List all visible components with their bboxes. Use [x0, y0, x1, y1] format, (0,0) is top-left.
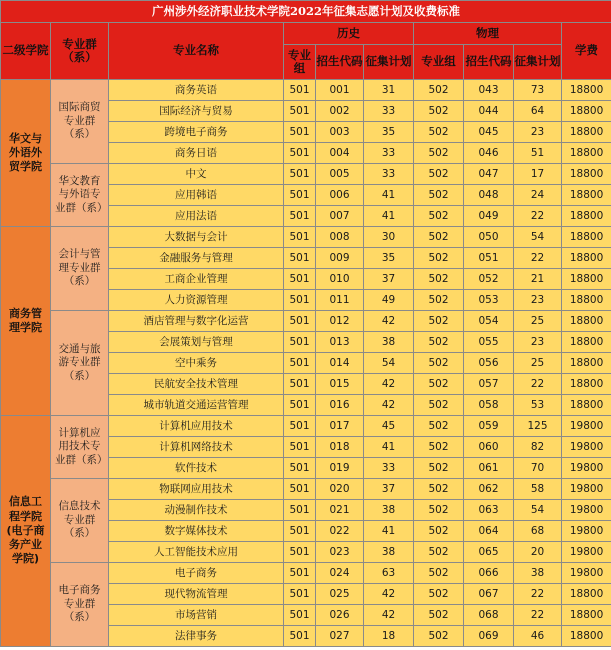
- history-plan-cell: 41: [364, 437, 414, 458]
- history-enroll-code-cell: 018: [316, 437, 364, 458]
- fee-cell: 18800: [562, 605, 611, 626]
- physics-major-group-cell: 502: [414, 626, 464, 647]
- table-title: 广州涉外经济职业技术学院2022年征集志愿计划及收费标准: [1, 1, 611, 23]
- history-enroll-code-cell: 004: [316, 143, 364, 164]
- physics-plan-cell: 46: [514, 626, 562, 647]
- college-name-cell: 华文与外语外贸学院: [1, 80, 51, 227]
- fee-cell: 18800: [562, 80, 611, 101]
- fee-cell: 18800: [562, 395, 611, 416]
- physics-major-group-cell: 502: [414, 80, 464, 101]
- physics-major-group-cell: 502: [414, 521, 464, 542]
- history-plan-cell: 45: [364, 416, 414, 437]
- fee-cell: 18800: [562, 374, 611, 395]
- history-enroll-code-cell: 022: [316, 521, 364, 542]
- history-plan-cell: 42: [364, 311, 414, 332]
- major-name-cell: 商务日语: [109, 143, 284, 164]
- physics-enroll-code-cell: 043: [464, 80, 514, 101]
- fee-cell: 18800: [562, 332, 611, 353]
- history-plan-cell: 31: [364, 80, 414, 101]
- physics-plan-cell: 54: [514, 227, 562, 248]
- header-fee: 学费: [562, 23, 611, 80]
- history-enroll-code-cell: 015: [316, 374, 364, 395]
- physics-enroll-code-cell: 066: [464, 563, 514, 584]
- major-name-cell: 应用法语: [109, 206, 284, 227]
- fee-cell: 19800: [562, 500, 611, 521]
- physics-plan-cell: 54: [514, 500, 562, 521]
- physics-major-group-cell: 502: [414, 248, 464, 269]
- major-name-cell: 法律事务: [109, 626, 284, 647]
- history-major-group-cell: 501: [284, 101, 316, 122]
- history-plan-cell: 38: [364, 332, 414, 353]
- physics-major-group-cell: 502: [414, 101, 464, 122]
- history-enroll-code-cell: 027: [316, 626, 364, 647]
- physics-enroll-code-cell: 045: [464, 122, 514, 143]
- physics-plan-cell: 21: [514, 269, 562, 290]
- physics-major-group-cell: 502: [414, 143, 464, 164]
- physics-plan-cell: 38: [514, 563, 562, 584]
- major-name-cell: 市场营销: [109, 605, 284, 626]
- major-name-cell: 计算机网络技术: [109, 437, 284, 458]
- physics-enroll-code-cell: 063: [464, 500, 514, 521]
- physics-plan-cell: 22: [514, 374, 562, 395]
- physics-plan-cell: 25: [514, 353, 562, 374]
- history-plan-cell: 42: [364, 584, 414, 605]
- history-enroll-code-cell: 024: [316, 563, 364, 584]
- physics-enroll-code-cell: 056: [464, 353, 514, 374]
- physics-major-group-cell: 502: [414, 563, 464, 584]
- history-enroll-code-cell: 011: [316, 290, 364, 311]
- physics-enroll-code-cell: 050: [464, 227, 514, 248]
- physics-plan-cell: 82: [514, 437, 562, 458]
- fee-cell: 18800: [562, 248, 611, 269]
- history-enroll-code-cell: 006: [316, 185, 364, 206]
- history-major-group-cell: 501: [284, 353, 316, 374]
- fee-cell: 18800: [562, 122, 611, 143]
- table-row: [1, 227, 611, 248]
- history-enroll-code-cell: 017: [316, 416, 364, 437]
- physics-major-group-cell: 502: [414, 164, 464, 185]
- fee-cell: 19800: [562, 437, 611, 458]
- history-enroll-code-cell: 002: [316, 101, 364, 122]
- physics-enroll-code-cell: 048: [464, 185, 514, 206]
- physics-major-group-cell: 502: [414, 395, 464, 416]
- history-major-group-cell: 501: [284, 416, 316, 437]
- fee-cell: 19800: [562, 479, 611, 500]
- physics-enroll-code-cell: 055: [464, 332, 514, 353]
- history-major-group-cell: 501: [284, 395, 316, 416]
- fee-cell: 19800: [562, 521, 611, 542]
- college-name-cell: 信息工程学院(电子商务产业学院): [1, 416, 51, 647]
- fee-cell: 18800: [562, 626, 611, 647]
- group-name-cell: 电子商务专业群（系）: [51, 563, 109, 647]
- history-plan-cell: 35: [364, 122, 414, 143]
- history-major-group-cell: 501: [284, 290, 316, 311]
- physics-major-group-cell: 502: [414, 416, 464, 437]
- physics-enroll-code-cell: 061: [464, 458, 514, 479]
- table-row: [1, 311, 611, 332]
- group-name-cell: 交通与旅游专业群（系）: [51, 311, 109, 416]
- physics-plan-cell: 51: [514, 143, 562, 164]
- history-plan-cell: 42: [364, 395, 414, 416]
- history-major-group-cell: 501: [284, 269, 316, 290]
- physics-enroll-code-cell: 068: [464, 605, 514, 626]
- major-name-cell: 会展策划与管理: [109, 332, 284, 353]
- physics-enroll-code-cell: 067: [464, 584, 514, 605]
- physics-plan-cell: 23: [514, 290, 562, 311]
- history-enroll-code-cell: 020: [316, 479, 364, 500]
- history-plan-cell: 33: [364, 143, 414, 164]
- header-major: 专业名称: [109, 23, 284, 80]
- major-name-cell: 民航安全技术管理: [109, 374, 284, 395]
- physics-enroll-code-cell: 052: [464, 269, 514, 290]
- header-history-enroll-code: 招生代码: [316, 45, 364, 80]
- header-college: 二级学院: [1, 23, 51, 80]
- history-enroll-code-cell: 003: [316, 122, 364, 143]
- physics-major-group-cell: 502: [414, 122, 464, 143]
- header-history: 历史: [284, 23, 414, 45]
- header-physics-plan: 征集计划: [514, 45, 562, 80]
- physics-enroll-code-cell: 053: [464, 290, 514, 311]
- major-name-cell: 大数据与会计: [109, 227, 284, 248]
- physics-plan-cell: 73: [514, 80, 562, 101]
- fee-cell: 19800: [562, 416, 611, 437]
- physics-major-group-cell: 502: [414, 206, 464, 227]
- major-name-cell: 空中乘务: [109, 353, 284, 374]
- group-name-cell: 国际商贸专业群（系）: [51, 80, 109, 164]
- major-name-cell: 中文: [109, 164, 284, 185]
- major-name-cell: 人力资源管理: [109, 290, 284, 311]
- physics-enroll-code-cell: 059: [464, 416, 514, 437]
- major-name-cell: 城市轨道交通运营管理: [109, 395, 284, 416]
- fee-cell: 18800: [562, 101, 611, 122]
- physics-plan-cell: 23: [514, 332, 562, 353]
- physics-enroll-code-cell: 044: [464, 101, 514, 122]
- history-plan-cell: 35: [364, 248, 414, 269]
- major-name-cell: 现代物流管理: [109, 584, 284, 605]
- physics-enroll-code-cell: 069: [464, 626, 514, 647]
- physics-major-group-cell: 502: [414, 185, 464, 206]
- group-name-cell: 信息技术专业群（系）: [51, 479, 109, 563]
- physics-major-group-cell: 502: [414, 605, 464, 626]
- history-plan-cell: 38: [364, 500, 414, 521]
- table-row: [1, 416, 611, 437]
- physics-enroll-code-cell: 051: [464, 248, 514, 269]
- physics-major-group-cell: 502: [414, 584, 464, 605]
- major-name-cell: 国际经济与贸易: [109, 101, 284, 122]
- physics-plan-cell: 22: [514, 248, 562, 269]
- table-row: [1, 80, 611, 101]
- group-name-cell: 会计与管理专业群（系）: [51, 227, 109, 311]
- header-physics: 物理: [414, 23, 562, 45]
- history-enroll-code-cell: 016: [316, 395, 364, 416]
- physics-plan-cell: 22: [514, 206, 562, 227]
- major-name-cell: 商务英语: [109, 80, 284, 101]
- physics-major-group-cell: 502: [414, 542, 464, 563]
- history-major-group-cell: 501: [284, 227, 316, 248]
- history-enroll-code-cell: 019: [316, 458, 364, 479]
- history-enroll-code-cell: 010: [316, 269, 364, 290]
- physics-plan-cell: 25: [514, 311, 562, 332]
- table-row: [1, 479, 611, 500]
- physics-plan-cell: 23: [514, 122, 562, 143]
- history-major-group-cell: 501: [284, 626, 316, 647]
- major-name-cell: 软件技术: [109, 458, 284, 479]
- history-plan-cell: 42: [364, 605, 414, 626]
- physics-enroll-code-cell: 058: [464, 395, 514, 416]
- history-major-group-cell: 501: [284, 143, 316, 164]
- history-plan-cell: 41: [364, 521, 414, 542]
- history-plan-cell: 33: [364, 164, 414, 185]
- history-plan-cell: 33: [364, 101, 414, 122]
- history-plan-cell: 37: [364, 479, 414, 500]
- physics-plan-cell: 22: [514, 605, 562, 626]
- history-plan-cell: 38: [364, 542, 414, 563]
- history-plan-cell: 18: [364, 626, 414, 647]
- major-name-cell: 酒店管理与数字化运营: [109, 311, 284, 332]
- history-enroll-code-cell: 026: [316, 605, 364, 626]
- fee-cell: 18800: [562, 290, 611, 311]
- college-name-cell: 商务管理学院: [1, 227, 51, 416]
- physics-major-group-cell: 502: [414, 479, 464, 500]
- major-name-cell: 跨境电子商务: [109, 122, 284, 143]
- history-major-group-cell: 501: [284, 164, 316, 185]
- history-plan-cell: 37: [364, 269, 414, 290]
- physics-enroll-code-cell: 047: [464, 164, 514, 185]
- history-major-group-cell: 501: [284, 605, 316, 626]
- major-name-cell: 物联网应用技术: [109, 479, 284, 500]
- history-enroll-code-cell: 001: [316, 80, 364, 101]
- fee-cell: 18800: [562, 206, 611, 227]
- fee-cell: 19800: [562, 542, 611, 563]
- fee-cell: 19800: [562, 563, 611, 584]
- history-enroll-code-cell: 007: [316, 206, 364, 227]
- fee-cell: 18800: [562, 269, 611, 290]
- physics-enroll-code-cell: 057: [464, 374, 514, 395]
- physics-plan-cell: 20: [514, 542, 562, 563]
- history-plan-cell: 41: [364, 206, 414, 227]
- fee-cell: 18800: [562, 353, 611, 374]
- major-name-cell: 金融服务与管理: [109, 248, 284, 269]
- history-major-group-cell: 501: [284, 311, 316, 332]
- physics-plan-cell: 125: [514, 416, 562, 437]
- major-name-cell: 应用韩语: [109, 185, 284, 206]
- physics-major-group-cell: 502: [414, 290, 464, 311]
- major-name-cell: 动漫制作技术: [109, 500, 284, 521]
- physics-plan-cell: 17: [514, 164, 562, 185]
- history-enroll-code-cell: 013: [316, 332, 364, 353]
- group-name-cell: 华文教育与外语专业群（系）: [51, 164, 109, 227]
- history-major-group-cell: 501: [284, 248, 316, 269]
- history-plan-cell: 42: [364, 374, 414, 395]
- physics-enroll-code-cell: 064: [464, 521, 514, 542]
- history-enroll-code-cell: 005: [316, 164, 364, 185]
- major-name-cell: 计算机应用技术: [109, 416, 284, 437]
- history-enroll-code-cell: 008: [316, 227, 364, 248]
- history-major-group-cell: 501: [284, 437, 316, 458]
- history-plan-cell: 30: [364, 227, 414, 248]
- history-enroll-code-cell: 012: [316, 311, 364, 332]
- physics-enroll-code-cell: 060: [464, 437, 514, 458]
- major-name-cell: 数字媒体技术: [109, 521, 284, 542]
- history-plan-cell: 41: [364, 185, 414, 206]
- history-major-group-cell: 501: [284, 542, 316, 563]
- header-physics-major-group: 专业组: [414, 45, 464, 80]
- physics-plan-cell: 68: [514, 521, 562, 542]
- physics-enroll-code-cell: 054: [464, 311, 514, 332]
- history-major-group-cell: 501: [284, 185, 316, 206]
- physics-major-group-cell: 502: [414, 332, 464, 353]
- physics-major-group-cell: 502: [414, 458, 464, 479]
- fee-cell: 18800: [562, 164, 611, 185]
- fee-cell: 18800: [562, 143, 611, 164]
- history-major-group-cell: 501: [284, 500, 316, 521]
- history-major-group-cell: 501: [284, 374, 316, 395]
- physics-major-group-cell: 502: [414, 500, 464, 521]
- history-major-group-cell: 501: [284, 584, 316, 605]
- major-name-cell: 人工智能技术应用: [109, 542, 284, 563]
- physics-major-group-cell: 502: [414, 353, 464, 374]
- history-enroll-code-cell: 021: [316, 500, 364, 521]
- physics-major-group-cell: 502: [414, 269, 464, 290]
- history-major-group-cell: 501: [284, 206, 316, 227]
- fee-cell: 18800: [562, 311, 611, 332]
- major-name-cell: 工商企业管理: [109, 269, 284, 290]
- physics-enroll-code-cell: 049: [464, 206, 514, 227]
- table-row: [1, 563, 611, 584]
- physics-enroll-code-cell: 065: [464, 542, 514, 563]
- physics-major-group-cell: 502: [414, 374, 464, 395]
- history-plan-cell: 63: [364, 563, 414, 584]
- physics-plan-cell: 22: [514, 584, 562, 605]
- header-physics-enroll-code: 招生代码: [464, 45, 514, 80]
- history-enroll-code-cell: 014: [316, 353, 364, 374]
- header-group: 专业群（系）: [51, 23, 109, 80]
- physics-plan-cell: 53: [514, 395, 562, 416]
- major-name-cell: 电子商务: [109, 563, 284, 584]
- header-history-major-group: 专业组: [284, 45, 316, 80]
- table-body: [1, 80, 611, 647]
- physics-plan-cell: 64: [514, 101, 562, 122]
- history-enroll-code-cell: 009: [316, 248, 364, 269]
- history-plan-cell: 33: [364, 458, 414, 479]
- table-row: [1, 164, 611, 185]
- fee-cell: 18800: [562, 584, 611, 605]
- physics-plan-cell: 58: [514, 479, 562, 500]
- physics-major-group-cell: 502: [414, 437, 464, 458]
- physics-enroll-code-cell: 062: [464, 479, 514, 500]
- history-plan-cell: 49: [364, 290, 414, 311]
- fee-cell: 19800: [562, 458, 611, 479]
- fee-cell: 18800: [562, 185, 611, 206]
- group-name-cell: 计算机应用技术专业群（系）: [51, 416, 109, 479]
- physics-major-group-cell: 502: [414, 227, 464, 248]
- history-enroll-code-cell: 025: [316, 584, 364, 605]
- history-major-group-cell: 501: [284, 122, 316, 143]
- history-major-group-cell: 501: [284, 479, 316, 500]
- history-major-group-cell: 501: [284, 521, 316, 542]
- header-history-plan: 征集计划: [364, 45, 414, 80]
- history-major-group-cell: 501: [284, 80, 316, 101]
- physics-plan-cell: 24: [514, 185, 562, 206]
- physics-plan-cell: 70: [514, 458, 562, 479]
- physics-major-group-cell: 502: [414, 311, 464, 332]
- history-enroll-code-cell: 023: [316, 542, 364, 563]
- history-major-group-cell: 501: [284, 458, 316, 479]
- history-major-group-cell: 501: [284, 332, 316, 353]
- history-major-group-cell: 501: [284, 563, 316, 584]
- history-plan-cell: 54: [364, 353, 414, 374]
- physics-enroll-code-cell: 046: [464, 143, 514, 164]
- fee-cell: 18800: [562, 227, 611, 248]
